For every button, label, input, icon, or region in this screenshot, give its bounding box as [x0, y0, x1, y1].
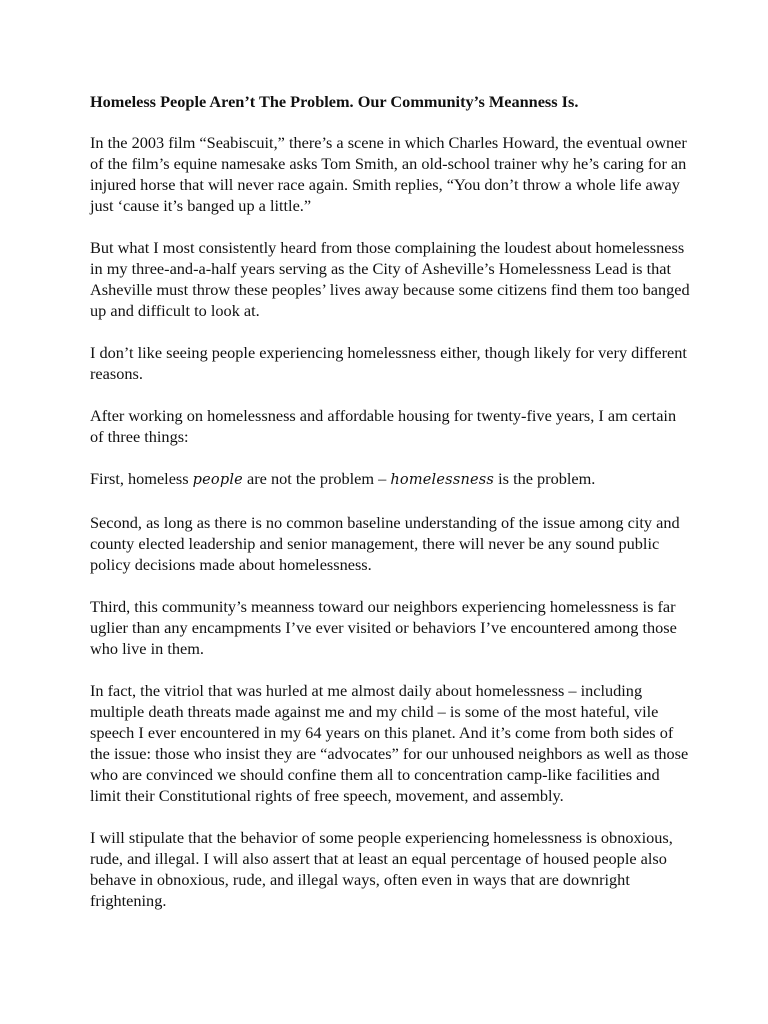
article-title: Homeless People Aren’t The Problem. Our Community’s Meanness Is.	[90, 92, 579, 111]
paragraph-3: I don’t like seeing people experiencing homelessness either, though likely for very different reasons.	[90, 343, 687, 383]
paragraph-2: But what I most consistently heard from those complaining the loudest about homelessness in my three-and-a-half years serving as the City of Asheville’s Homelessness Lead is that Asheville must throw these peoples’ lives away because some citizens find them too banged up and difficult to look at.	[90, 238, 690, 320]
paragraph-5	[90, 468, 690, 491]
paragraph-4: After working on homelessness and affordable housing for twenty-five years, I am certain of three things:	[90, 406, 677, 446]
emphasis-people: people	[192, 472, 243, 488]
paragraph-5-before: First, homeless	[90, 469, 193, 488]
paragraph-7: Third, this community’s meanness toward our neighbors experiencing homelessness is far uglier than any encampments I’ve ever visited or behaviors I’ve encountered among those who live in them.	[90, 597, 677, 658]
paragraph-6: Second, as long as there is no common baseline understanding of the issue among city and county elected leadership and senior management, there will never be any sound public policy decisions made about homelessness.	[90, 513, 680, 574]
spacer	[90, 112, 690, 132]
paragraph-1: In the 2003 film “Seabiscuit,” there’s a scene in which Charles Howard, the eventual owner of the film’s equine namesake asks Tom Smith, an old-school trainer why he’s caring for an injured horse that will never race again. Smith replies, “You don’t throw a whole life away just ‘cause it’s banged up a little.”	[90, 133, 687, 215]
document-page	[90, 91, 690, 911]
paragraph-5-after: is the problem.	[494, 469, 596, 488]
emphasis-homelessness: homelessness	[390, 472, 495, 488]
paragraph-8: In fact, the vitriol that was hurled at me almost daily about homelessness – including multiple death threats made against me and my child – is some of the most hateful, vile speech I ever encountered in my 64 years on this planet. And it’s come from both sides of the issue: those who insist they are “advocates” for our unhoused neighbors as well as those who are convinced we should confine them all to concentration camp-like facilities and limit their Constitutional rights of free speech, movement, and assembly.	[90, 681, 689, 805]
paragraph-9: I will stipulate that the behavior of some people experiencing homelessness is obnoxious, rude, and illegal. I will also assert that at least an equal percentage of housed people also behave in obnoxious, rude, and illegal ways, often even in ways that are downright frightening.	[90, 828, 673, 910]
paragraph-5-middle: are not the problem –	[242, 469, 391, 488]
